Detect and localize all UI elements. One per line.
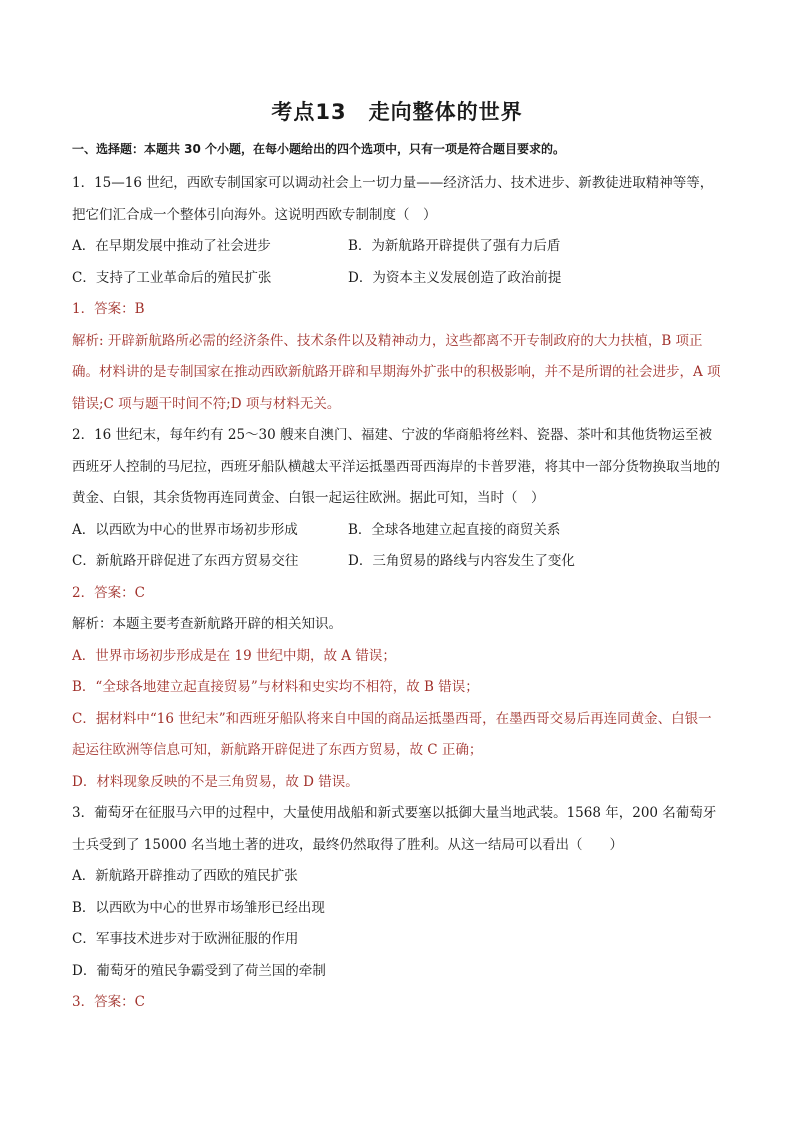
- question-2-option-b: B．全球各地建立起直接的商贸关系: [348, 521, 561, 538]
- question-1-options-row-2: [72, 263, 722, 295]
- question-1-option-b: B．为新航路开辟提供了强有力后盾: [348, 238, 561, 254]
- question-3-stem: 3．葡萄牙在征服马六甲的过程中，大量使用战船和新式要塞以抵御大量当地武装。1568 年，200 名葡萄牙士兵受到了 15000 名当地土著的进攻，最终仍然取得了胜利。从这一结局可以看出（ ）: [72, 805, 717, 853]
- question-1-options-row-1: [72, 231, 722, 263]
- question-1-stem: 1．15—16 世纪，西欧专制国家可以调动社会上一切力量——经济活力、技术进步、新教徒进取精神等等，把它们汇合成一个整体引向海外。这说明西欧专制制度（ ）: [72, 175, 714, 223]
- question-2-analysis-d: D．材料现象反映的不是三角贸易，故 D 错误。: [72, 773, 359, 790]
- question-3-answer: 3．答案：C: [72, 994, 145, 1010]
- question-3-option-c: C．军事技术进步对于欧洲征服的作用: [72, 931, 299, 947]
- question-1-option-d: D．为资本主义发展创造了政治前提: [348, 269, 562, 286]
- section-instruction: 一、选择题：本题共 30 个小题，在每小题给出的四个选项中，只有一项是符合题目要求的。: [72, 142, 566, 156]
- question-1-answer: 1．答案：B: [72, 301, 145, 317]
- question-1-analysis: 解析: 开辟新航路所必需的经济条件、技术条件以及精神动力，这些都离不开专制政府的大力扶植，B 项正确。材料讲的是专制国家在推动西欧新航路开辟和早期海外扩张中的积极影响，并不是所谓的社会进步，A 项错误;C 项与题干时间不符;D 项与材料无关。: [72, 332, 721, 412]
- question-1-option-c: C．支持了工业革命后的殖民扩张: [72, 269, 272, 286]
- question-2-analysis-b: B．“全球各地建立起直接贸易”与材料和史实均不相符，故 B 错误；: [72, 679, 479, 695]
- question-2-stem: 2．16 世纪末，每年约有 25～30 艘来自澳门、福建、宁波的华商船将丝料、瓷器、茶叶和其他货物运至被西班牙人控制的马尼拉，西班牙船队横越太平洋运抵墨西哥西海岸的卡普罗港，将其中一部分货物换取当地的黄金、白银，其余货物再连同黄金、白银一起运往欧洲。据此可知，当时（ ）: [72, 427, 720, 506]
- document-page: [72, 96, 722, 1019]
- question-2-answer: 2．答案：C: [72, 584, 145, 601]
- page-title: 考点13 走向整体的世界: [271, 100, 523, 124]
- question-2-option-d: D．三角贸易的路线与内容发生了变化: [348, 553, 575, 569]
- question-2-analysis: 解析：本题主要考查新航路开辟的相关知识。: [72, 616, 342, 632]
- question-2-analysis-a: A．世界市场初步形成是在 19 世纪中期，故 A 错误；: [72, 647, 396, 664]
- question-2-options-row-2: [72, 546, 722, 578]
- question-3-option-a: A．新航路开辟推动了西欧的殖民扩张: [72, 868, 298, 884]
- question-2-analysis-c: C．据材料中“16 世纪末”和西班牙船队将来自中国的商品运抵墨西哥，在墨西哥交易后再连同黄金、白银一起运往欧洲等信息可知，新航路开辟促进了东西方贸易，故 C 正确；: [72, 710, 712, 758]
- question-2-option-a: A．以西欧为中心的世界市场初步形成: [72, 521, 298, 538]
- question-3-option-d: D．葡萄牙的殖民争霸受到了荷兰国的牵制: [72, 962, 326, 979]
- question-2-option-c: C．新航路开辟促进了东西方贸易交往: [72, 553, 299, 569]
- question-1-option-a: A．在早期发展中推动了社会进步: [72, 238, 271, 254]
- question-3-option-b: B．以西欧为中心的世界市场雏形已经出现: [72, 899, 325, 916]
- question-2-options-row-1: [72, 515, 722, 547]
